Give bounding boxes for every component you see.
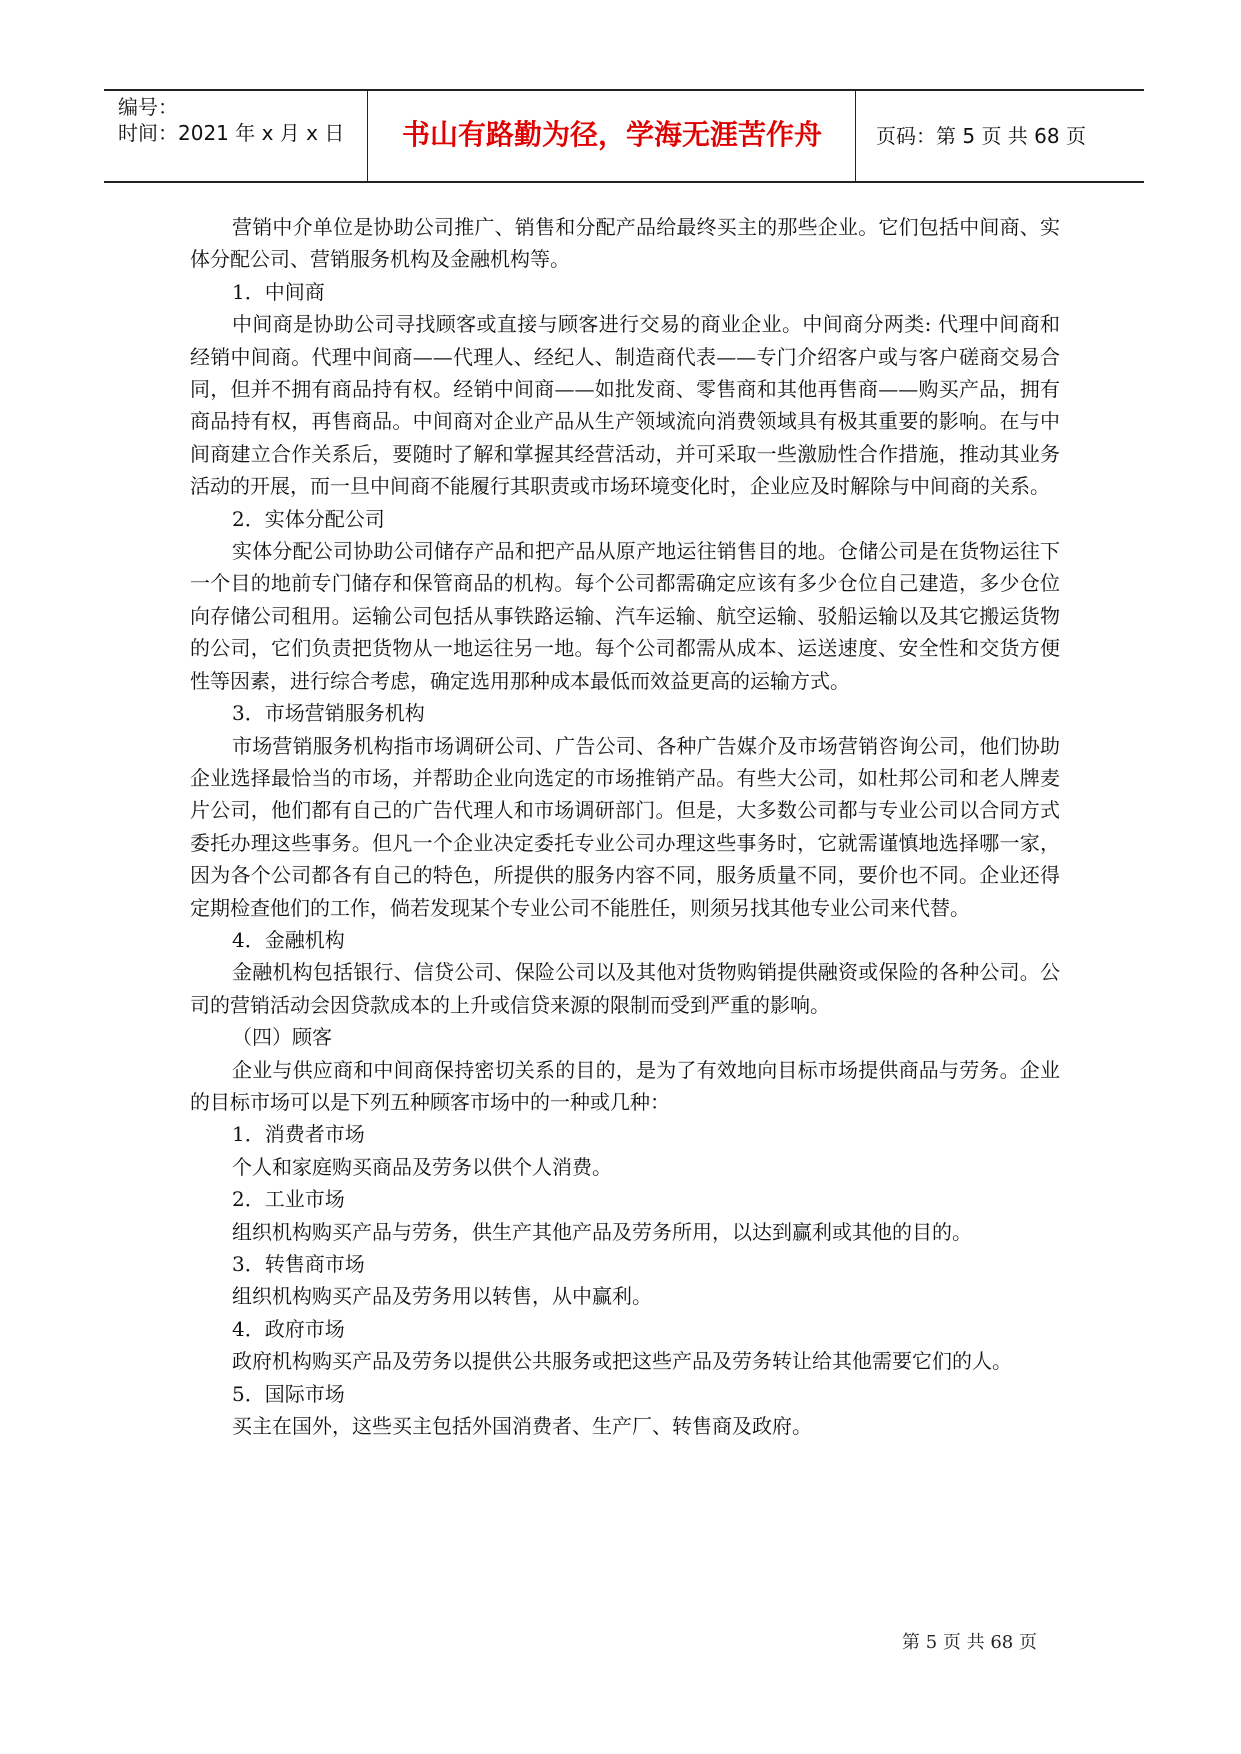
heading-government-market: 4．政府市场: [232, 1316, 345, 1341]
header-motto-cell: [368, 91, 856, 181]
heading-financial-institutions: 4．金融机构: [232, 927, 345, 952]
footer-page-number: 第 5 页 共 68 页: [902, 1632, 1037, 1653]
document-header: [104, 89, 1144, 183]
heading-marketing-services: 3．市场营销服务机构: [232, 701, 425, 726]
paragraph-customers: 企业与供应商和中间商保持密切关系的目的，是为了有效地向目标市场提供商品与劳务。企业的目标市场可以是下列五种顾客市场中的一种或几种：: [190, 1057, 1060, 1114]
heading-reseller-market: 3．转售商市场: [232, 1252, 365, 1276]
heading-intermediaries: 1．中间商: [232, 279, 325, 304]
paragraph-reseller-market: 组织机构购买产品及劳务用以转售，从中赢利。: [232, 1284, 652, 1309]
document-body: [190, 211, 1060, 1442]
heading-customers: （四）顾客: [232, 1025, 332, 1050]
paragraph-physical-distribution: 实体分配公司协助公司储存产品和把产品从原产地运往销售目的地。仓储公司是在货物运往下一个目的地前专门储存和保管商品的机构。每个公司都需确定应该有多少仓位自己建造，多少仓位向存储公司租用。运输公司包括从事铁路运输、汽车运输、航空运输、驳船运输以及其它搬运货物的公司，它们负责把货物从一地运往另一地。每个公司都需从成本、运送速度、安全性和交货方便性等因素，进行综合考虑，确定选用那种成本最低而效益更高的运输方式。: [190, 539, 1060, 693]
paragraph-industrial-market: 组织机构购买产品与劳务，供生产其他产品及劳务所用，以达到赢利或其他的目的。: [232, 1219, 972, 1244]
paragraph-marketing-services: 市场营销服务机构指市场调研公司、广告公司、各种广告媒介及市场营销咨询公司，他们协助企业选择最恰当的市场，并帮助企业向选定的市场推销产品。有些大公司，如杜邦公司和老人牌麦片公司，他们都有自己的广告代理人和市场调研部门。但是，大多数公司都与专业公司以合同方式委托办理这些事务。但凡一个企业决定委托专业公司办理这些事务时，它就需谨慎地选择哪一家，因为各个公司都各有自己的特色，所提供的服务内容不同，服务质量不同，要价也不同。企业还得定期检查他们的工作，倘若发现某个专业公司不能胜任，则须另找其他专业公司来代替。: [190, 733, 1060, 920]
heading-consumer-market: 1．消费者市场: [232, 1122, 365, 1147]
header-info-cell: [104, 91, 368, 181]
paragraph-financial-institutions: 金融机构包括银行、信贷公司、保险公司以及其他对货物购销提供融资或保险的各种公司。公司的营销活动会因贷款成本的上升或信贷来源的限制而受到严重的影响。: [190, 960, 1060, 1017]
paragraph-government-market: 政府机构购买产品及劳务以提供公共服务或把这些产品及劳务转让给其他需要它们的人。: [232, 1349, 1012, 1374]
heading-international-market: 5．国际市场: [232, 1381, 345, 1406]
heading-physical-distribution: 2．实体分配公司: [232, 506, 385, 531]
document-time: 时间：2021 年 x 月 x 日: [118, 121, 345, 145]
heading-industrial-market: 2．工业市场: [232, 1187, 345, 1212]
paragraph-intermediaries: 中间商是协助公司寻找顾客或直接与顾客进行交易的商业企业。中间商分两类: 代理中间商和经销中间商。代理中间商——代理人、经纪人、制造商代表——专门介绍客户或与客户磋商交易合同，但并不拥有商品持有权。经销中间商——如批发商、零售商和其他再售商——购买产品，拥有商品持有权，再售商品。中间商对企业产品从生产领域流向消费领域具有极其重要的影响。在与中间商建立合作关系后，要随时了解和掌握其经营活动，并可采取一些激励性合作措施，推动其业务活动的开展，而一旦中间商不能履行其职责或市场环境变化时，企业应及时解除与中间商的关系。: [190, 312, 1060, 499]
header-page-cell: [856, 91, 1144, 181]
document-number-label: 编号：: [118, 95, 178, 119]
header-page-number: 页码：第 5 页 共 68 页: [876, 124, 1086, 148]
paragraph-consumer-market: 个人和家庭购买商品及劳务以供个人消费。: [232, 1154, 612, 1179]
paragraph-international-market: 买主在国外，这些买主包括外国消费者、生产厂、转售商及政府。: [232, 1414, 812, 1439]
header-motto: 书山有路勤为径，学海无涯苦作舟: [401, 118, 822, 151]
paragraph-intro: 营销中介单位是协助公司推广、销售和分配产品给最终买主的那些企业。它们包括中间商、实体分配公司、营销服务机构及金融机构等。: [190, 215, 1060, 272]
